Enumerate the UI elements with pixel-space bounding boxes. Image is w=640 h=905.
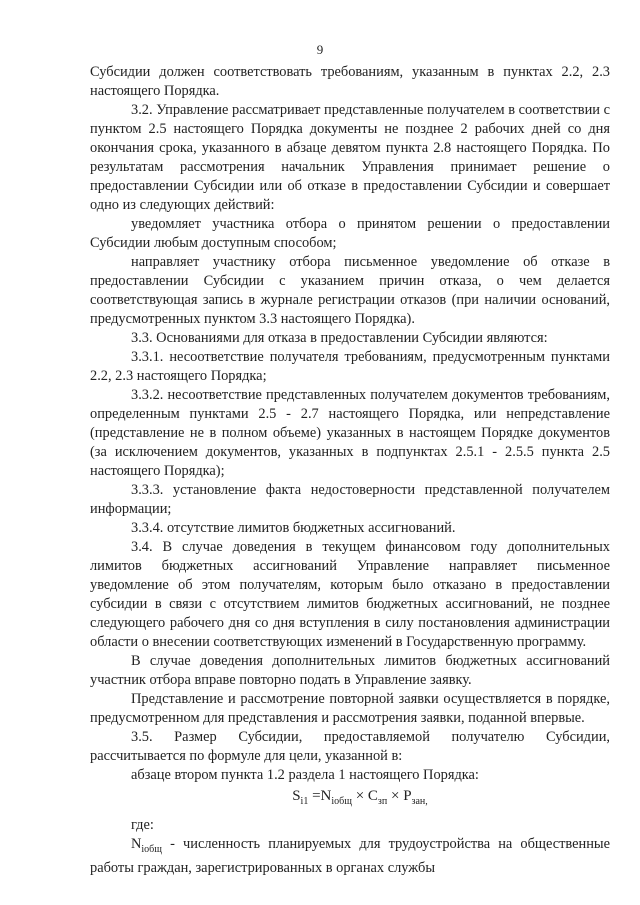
paragraph-3-2: 3.2. Управление рассматривает представленные получателем в соответствии с пунктом 2.5 настоящего Порядка документы не позднее 2 рабочих дней со дня окончания срока, указанного в абзаце девятом пункта 2.8 настоящего Порядка. По результатам рассмотрения начальник Управления принимает решение о предоставлении Субсидии или об отказе в предоставлении Субсидии и совершает одно из следующих действий: — [90, 102, 610, 213]
definition-dash: - — [161, 836, 183, 852]
definition-text: численность планируемых для трудоустройства на общественные работы граждан, зарегистрированных в органах службы — [90, 836, 610, 876]
paragraph-3-3-4: 3.3.4. отсутствие лимитов бюджетных ассигнований. — [131, 520, 456, 536]
formula-eq: =N — [308, 788, 332, 804]
formula-s: S — [292, 788, 301, 804]
page-number: 9 — [316, 42, 324, 57]
formula-times-c: × С — [351, 788, 378, 804]
paragraph-additional-limits: В случае доведения дополнительных лимитов бюджетных ассигнований участник отбора вправе повторно подать в Управление заявку. — [90, 653, 610, 688]
definition-n-iobsh — [90, 835, 610, 878]
where-label: где: — [131, 817, 154, 833]
formula-c-index: зп — [377, 796, 388, 807]
paragraph-3-3-3: 3.3.3. установление факта недостоверности представленной получателем информации; — [90, 482, 610, 517]
document-body — [90, 63, 610, 878]
paragraph-3-3-1: 3.3.1. несоответствие получателя требованиям, предусмотренным пунктами 2.2, 2.3 настоящего Порядка; — [90, 349, 610, 384]
formula-times-p: × Р — [387, 788, 412, 804]
definition-symbol — [131, 836, 162, 855]
paragraph-continuation: Субсидии должен соответствовать требованиям, указанным в пунктах 2.2, 2.3 настоящего Порядка. — [90, 64, 610, 99]
paragraph-action-notify: уведомляет участника отбора о принятом решении о предоставлении Субсидии любым доступным способом; — [90, 216, 610, 251]
paragraph-3-5: 3.5. Размер Субсидии, предоставляемой получателю Субсидии, рассчитывается по формуле для цели, указанной в: — [90, 729, 610, 764]
formula-s-index: i1 — [300, 796, 309, 807]
paragraph-3-3-2: 3.3.2. несоответствие представленных получателем документов требованиям, определенным пунктами 2.5 - 2.7 настоящего Порядка, или непредставление (представление не в полном объеме) указанных в настоящем Порядке документов (за исключением документов, указанных в подпунктах 2.5.1 - 2.5.5 пункта 2.5 настоящего Порядка); — [90, 387, 610, 479]
formula-p-index: зан, — [411, 796, 428, 807]
definition-symbol-index: iобщ — [141, 843, 162, 855]
paragraph-action-refuse: направляет участнику отбора письменное уведомление об отказе в предоставлении Субсидии с указанием причин отказа, о чем делается соответствующая запись в журнале регистрации отказов (при наличии оснований, предусмотренных пунктом 3.3 настоящего Порядка). — [90, 254, 610, 327]
definition-symbol-letter: N — [131, 836, 142, 852]
formula-n-index: iобщ — [331, 796, 352, 807]
paragraph-3-4: 3.4. В случае доведения в текущем финансовом году дополнительных лимитов бюджетных ассигнований Управление направляет письменное уведомление об этом получателям, которым было отказано в предоставлении субсидии в связи с отсутствием лимитов бюджетных ассигнований, не позднее следующего рабочего дня со дня вступления в силу постановления администрации области о внесении соответствующих изменений в Государственную программу. — [90, 539, 610, 650]
paragraph-formula-intro: абзаце втором пункта 1.2 раздела 1 настоящего Порядка: — [131, 767, 479, 783]
paragraph-repeat-application: Представление и рассмотрение повторной заявки осуществляется в порядке, предусмотренном для представления и рассмотрения заявки, поданной впервые. — [90, 691, 610, 726]
subsidy-formula — [90, 787, 610, 811]
paragraph-3-3: 3.3. Основаниями для отказа в предоставлении Субсидии являются: — [131, 330, 548, 346]
